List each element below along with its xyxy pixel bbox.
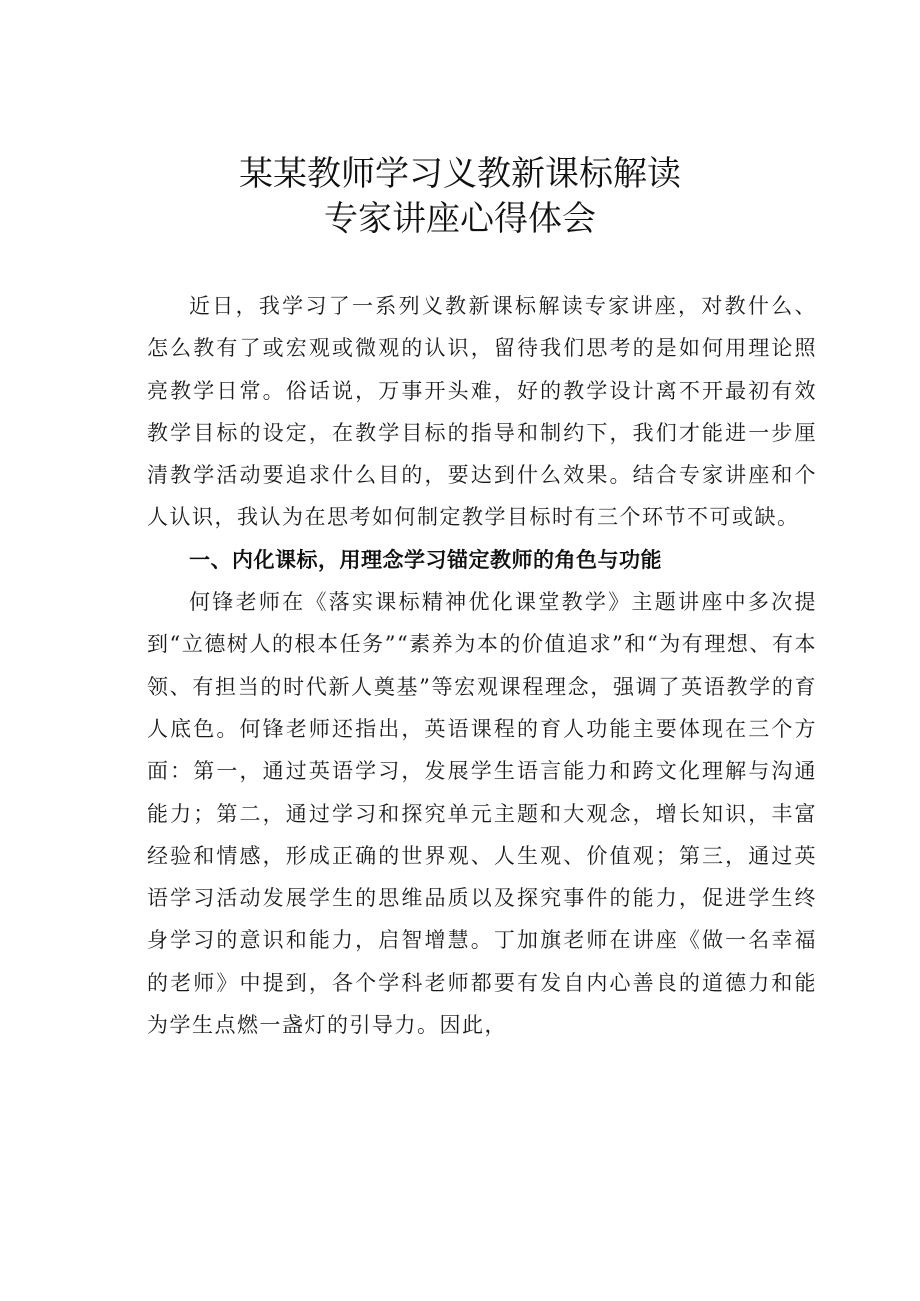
section-heading-1: 一、内化课标，用理念学习锚定教师的角色与功能: [189, 547, 662, 572]
title-line-2: 专家讲座心得体会: [324, 199, 596, 239]
section-1-paragraph: 何锋老师在《落实课标精神优化课堂教学》主题讲座中多次提到“立德树人的根本任务”“素养为本的价值追求”和“为有理想、有本领、有担当的时代新人奠基”等宏观课程理念，强调了英语教学的育人底色。何锋老师还指出，英语课程的育人功能主要体现在三个方面：第一，通过英语学习，发展学生语言能力和跨文化理解与沟通能力；第二，通过学习和探究单元主题和大观念，增长知识，丰富经验和情感，形成正确的世界观、人生观、价值观；第三，通过英语学习活动发展学生的思维品质以及探究事件的能力，促进学生终身学习的意识和能力，启智增慧。丁加旗老师在讲座《做一名幸福的老师》中提到，各个学科老师都要有发自内心善良的道德力和能为学生点燃一盏灯的引导力。因此，: [147, 590, 817, 1038]
intro-paragraph: 近日，我学习了一系列义教新课标解读专家讲座，对教什么、怎么教有了或宏观或微观的认识，留待我们思考的是如何用理论照亮教学日常。俗话说，万事开头难，好的教学设计离不开最初有效教学目标的设定，在教学目标的指导和制约下，我们才能进一步厘清教学活动要追求什么目的，要达到什么效果。结合专家讲座和个人认识，我认为在思考如何制定教学目标时有三个环节不可或缺。: [147, 294, 817, 530]
document-body: [147, 285, 817, 1046]
document-title: [0, 152, 920, 242]
title-line-1: 某某教师学习义教新课标解读: [239, 154, 681, 194]
